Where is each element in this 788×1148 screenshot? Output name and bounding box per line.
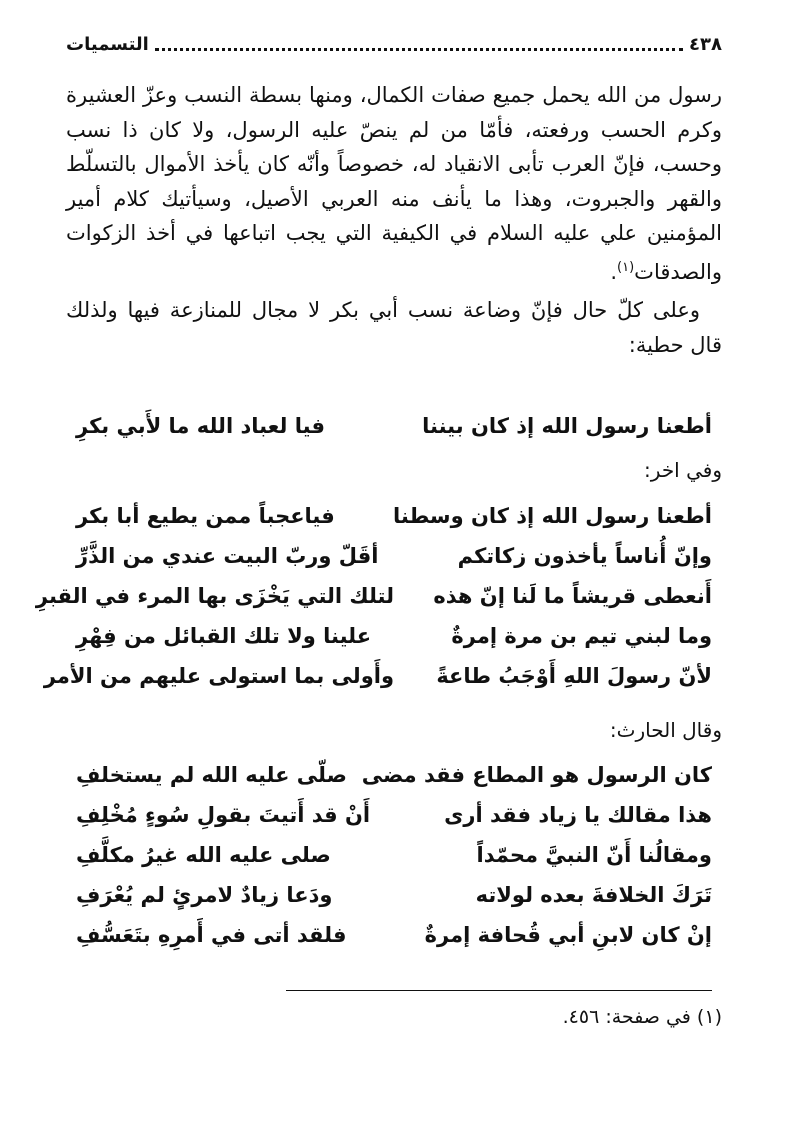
body-text (66, 78, 722, 362)
verse-line (35, 576, 722, 616)
verse-first-hemistich: وإنّ أُناساً يأخذون زكاتكم (457, 544, 712, 568)
verse-line (66, 496, 722, 536)
verse-second-hemistich: وأَولى بما استولى عليهم من الأمر (43, 664, 394, 688)
verse-line (66, 875, 722, 915)
footnote-separator (286, 990, 712, 991)
verse-first-hemistich: أَنعطى قريشاً ما لَنا إنّ هذه (433, 584, 712, 608)
verse-line (66, 536, 722, 576)
verse-second-hemistich: فيا لعباد الله ما لأَبي بكرِ (76, 414, 325, 438)
verse-line (66, 835, 722, 875)
verse-first-hemistich: إنْ كان لابنِ أبي قُحافة إمرةٌ (424, 923, 712, 947)
poem-other (35, 496, 722, 696)
footnote: (١) في صفحة: ٤٥٦. (562, 1006, 722, 1028)
verse-second-hemistich: علينا ولا تلك القبائل من فِهْرِ (76, 624, 372, 648)
label-other-version: وفي اخر: (644, 458, 722, 482)
verse-second-hemistich: صلى عليه الله غيرُ مكلَّفِ (76, 843, 331, 867)
verse-first-hemistich: لأنّ رسولَ اللهِ أَوْجَبُ طاعةً (436, 664, 712, 688)
verse-second-hemistich: صلّى عليه الله لم يستخلفِ (76, 763, 347, 787)
paragraph-2: وعلى كلّ حال فإنّ وضاعة نسب أبي بكر لا مجال للمنازعة فيها ولذلك قال حطية: (66, 298, 722, 357)
verse-second-hemistich: أقَلّ وربّ البيت عندي من الذَّرِّ (76, 544, 379, 568)
page-number: ٤٣٨ (689, 33, 722, 55)
verse-first-hemistich: أطعنا رسول الله إذ كان بيننا (422, 414, 712, 438)
verse-line (66, 755, 722, 795)
running-header (66, 30, 722, 58)
verse-second-hemistich: ودَعا زيادٌ لامرئٍ لم يُعْرَفِ (76, 883, 333, 907)
poem-al-harith (66, 755, 722, 955)
verse-first-hemistich: وما لبني تيم بن مرة إمرةٌ (451, 624, 712, 648)
verse-second-hemistich: فياعجباً ممن يطيع أبا بكر (76, 504, 335, 528)
verse-line (43, 656, 722, 696)
verse-line (66, 795, 722, 835)
verse-second-hemistich: أَنْ قد أَتيتَ بقولِ سُوءٍ مُخْلِفِ (76, 803, 371, 827)
verse-first-hemistich: أطعنا رسول الله إذ كان وسطنا (393, 504, 712, 528)
verse-first-hemistich: كان الرسول هو المطاع فقد مضى (361, 763, 712, 787)
verse-line (66, 616, 722, 656)
poem-hutaya (66, 406, 722, 446)
chapter-title: التسميات (66, 33, 149, 55)
paragraph-1: رسول من الله يحمل جميع صفات الكمال، ومنها بسطة النسب وعزّ العشيرة وكرم الحسب ورفعته، فأمّا من لم ينصّ عليه الرسول، ولا كان ذا نسب وحسب، فإنّ العرب تأبى الانقياد له، خصوصاً وأنّه كان يأخذ الأموال بالتسلّط والقهر والجبروت، وهذا ما يأنف منه العربي الأصيل، وسيأتيك كلام أمير المؤمنين علي عليه السلام في الكيفية التي يجب اتباعها في أخذ الزكوات والصدقات$^{(١)}$. (66, 83, 722, 284)
verse-second-hemistich: فلقد أتى في أَمرِهِ بتَعَسُّفِ (76, 923, 347, 947)
header-dot-leader (155, 46, 683, 51)
verse-line (66, 406, 722, 446)
verse-first-hemistich: ومقالُنا أَنّ النبيَّ محمّداً (476, 843, 712, 867)
verse-line (66, 915, 722, 955)
verse-second-hemistich: لتلك التي يَخْزَى بها المرء في القبرِ (35, 584, 394, 608)
verse-first-hemistich: هذا مقالك يا زياد فقد أرى (444, 803, 712, 827)
verse-first-hemistich: تَرَكَ الخلافةَ بعده لولاته (475, 883, 712, 907)
label-al-harith: وقال الحارث: (609, 718, 722, 742)
footnote-ref: (١) (617, 259, 635, 275)
